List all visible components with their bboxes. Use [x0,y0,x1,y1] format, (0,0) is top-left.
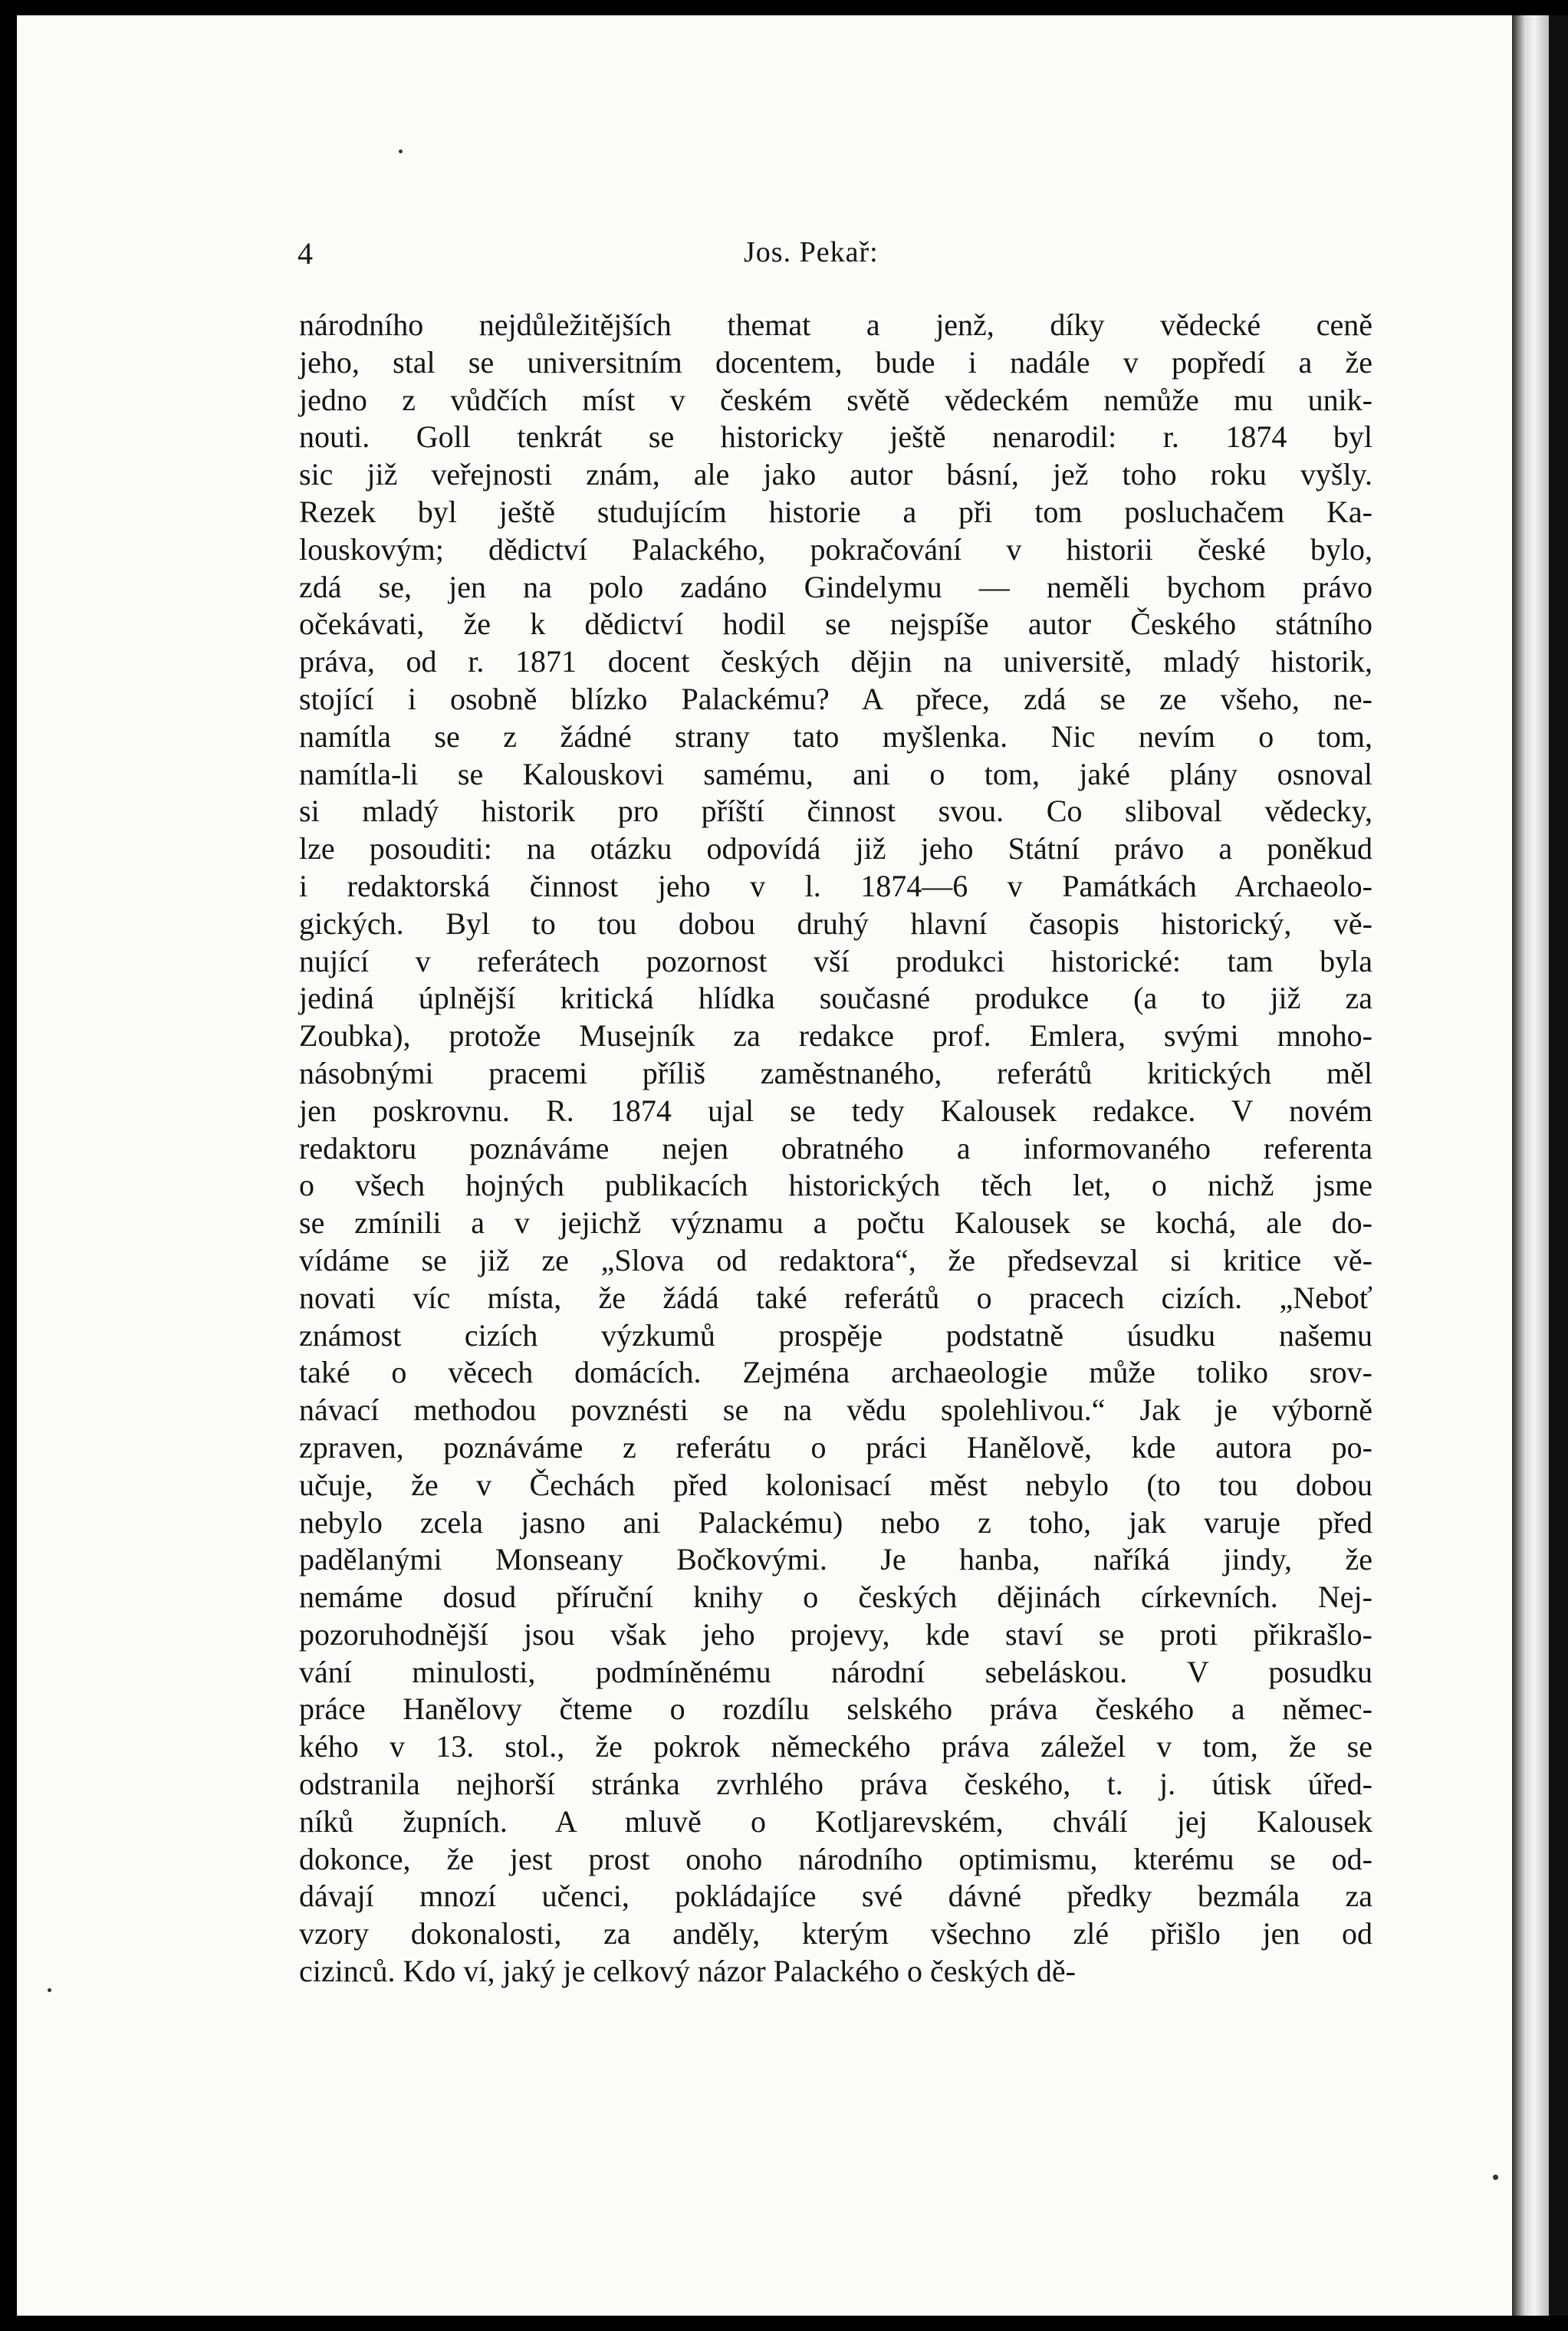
dust-speck [48,1988,51,1992]
running-head: Jos. Pekař: [744,236,879,268]
text-line: vzory dokonalosti, za anděly, kterým všechno zlé přišlo jen od [299,1916,1372,1951]
text-line: vídáme se již ze „Slova od redaktora“, že předsevzal si kritice vě- [299,1242,1372,1277]
text-line: namítla se z žádné strany tato myšlenka. Nic nevím o tom, [299,718,1372,754]
text-line: pozoruhodnější jsou však jeho projevy, kde staví se proti přikrašlo- [299,1616,1372,1652]
text-line: jen poskrovnu. R. 1874 ujal se tedy Kalousek redakce. V novém [299,1093,1372,1128]
text-line: Zoubka), protože Musejník za redakce prof. Emlera, svými mnoho- [299,1018,1372,1054]
dust-speck [1493,2175,1498,2180]
text-line: zdá se, jen na polo zadáno Gindelymu — neměli bychom právo [299,569,1372,604]
text-line: o všech hojných publikacích historických těch let, o nichž jsme [299,1168,1372,1203]
text-line: stojící i osobně blízko Palackému? A přece, zdá se ze všeho, ne- [299,681,1372,716]
text-line: známost cizích výzkumů prospěje podstatně úsudku našemu [299,1317,1372,1353]
text-line: národního nejdůležitějších themat a jenž, díky vědecké ceně [299,307,1372,342]
text-line: jediná úplnější kritická hlídka současné produkce (a to již za [299,981,1372,1016]
text-line: očekávati, že k dědictví hodil se nejspíše autor Českého státního [299,607,1372,642]
page-header [0,235,1568,274]
page-number: 4 [297,236,313,271]
text-line: sic již veřejnosti znám, ale jako autor básní, jež toho roku vyšly. [299,457,1372,492]
book-spine-shadow [1512,15,1549,2316]
text-line: také o věcech domácích. Zejména archaeologie může toliko srov- [299,1355,1372,1390]
text-line: dávají mnozí učenci, pokládajíce své dávné předky bezmála za [299,1879,1372,1914]
text-line: nující v referátech pozornost vší produkci historické: tam byla [299,943,1372,978]
text-line: redaktoru poznáváme nejen obratného a informovaného referenta [299,1130,1372,1166]
text-line: i redaktorská činnost jeho v l. 1874—6 v Památkách Archaeolo- [299,868,1372,903]
text-line: nebylo zcela jasno ani Palackému) nebo z toho, jak varuje před [299,1504,1372,1540]
text-line: návací methodou povznésti se na vědu spolehlivou.“ Jak je výborně [299,1392,1372,1428]
text-line: násobnými pracemi příliš zaměstnaného, referátů kritických měl [299,1055,1372,1090]
text-line: dokonce, že jest prost onoho národního optimismu, kterému se od- [299,1841,1372,1876]
text-line: si mladý historik pro příští činnost svou. Co sliboval vědecky, [299,794,1372,829]
scan-border [1549,15,1568,2316]
text-line: cizinců. Kdo ví, jaký je celkový názor Palackého o českých dě- [299,1954,1076,1989]
text-line: práva, od r. 1871 docent českých dějin na universitě, mladý historik, [299,644,1372,679]
text-line: namítla-li se Kalouskovi samému, ani o tom, jaké plány osnoval [299,756,1372,791]
dust-speck [399,150,403,153]
text-line: jeho, stal se universitním docentem, bude i nadále v popředí a že [299,344,1372,380]
text-line: nemáme dosud příruční knihy o českých dějinách církevních. Nej- [299,1580,1372,1615]
text-line: se zmínili a v jejichž významu a počtu Kalousek se kochá, ale do- [299,1205,1372,1241]
text-line: lze posouditi: na otázku odpovídá již jeho Státní právo a poněkud [299,831,1372,866]
text-line: padělanými Monseany Bočkovými. Je hanba, naříká jindy, že [299,1542,1372,1577]
body-paragraph [299,307,1372,1991]
text-line: práce Hanělovy čteme o rozdílu selského práva českého a němec- [299,1692,1372,1727]
text-line: novati víc místa, že žádá také referátů o pracech cizích. „Neboť [299,1280,1372,1315]
text-line: odstranila nejhorší stránka zvrhlého práva českého, t. j. útisk úřed- [299,1767,1372,1802]
text-line: zpraven, poznáváme z referátu o práci Hanělově, kde autora po- [299,1429,1372,1465]
text-line: Rezek byl ještě studujícím historie a při tom posluchačem Ka- [299,494,1372,529]
text-line: vání minulosti, podmíněnému národní sebeláskou. V posudku [299,1654,1372,1689]
text-line: louskovým; dědictví Palackého, pokračování v historii české bylo, [299,531,1372,567]
text-line: kého v 13. stol., že pokrok německého práva záležel v tom, že se [299,1729,1372,1764]
text-line: jedno z vůdčích míst v českém světě vědeckém nemůže mu unik- [299,382,1372,417]
text-line: nouti. Goll tenkrát se historicky ještě nenarodil: r. 1874 byl [299,419,1372,455]
text-line: gických. Byl to tou dobou druhý hlavní časopis historický, vě- [299,906,1372,941]
text-line: učuje, že v Čechách před kolonisací měst nebylo (to tou dobou [299,1467,1372,1502]
text-line: níků župních. A mluvě o Kotljarevském, chválí jej Kalousek [299,1803,1372,1839]
